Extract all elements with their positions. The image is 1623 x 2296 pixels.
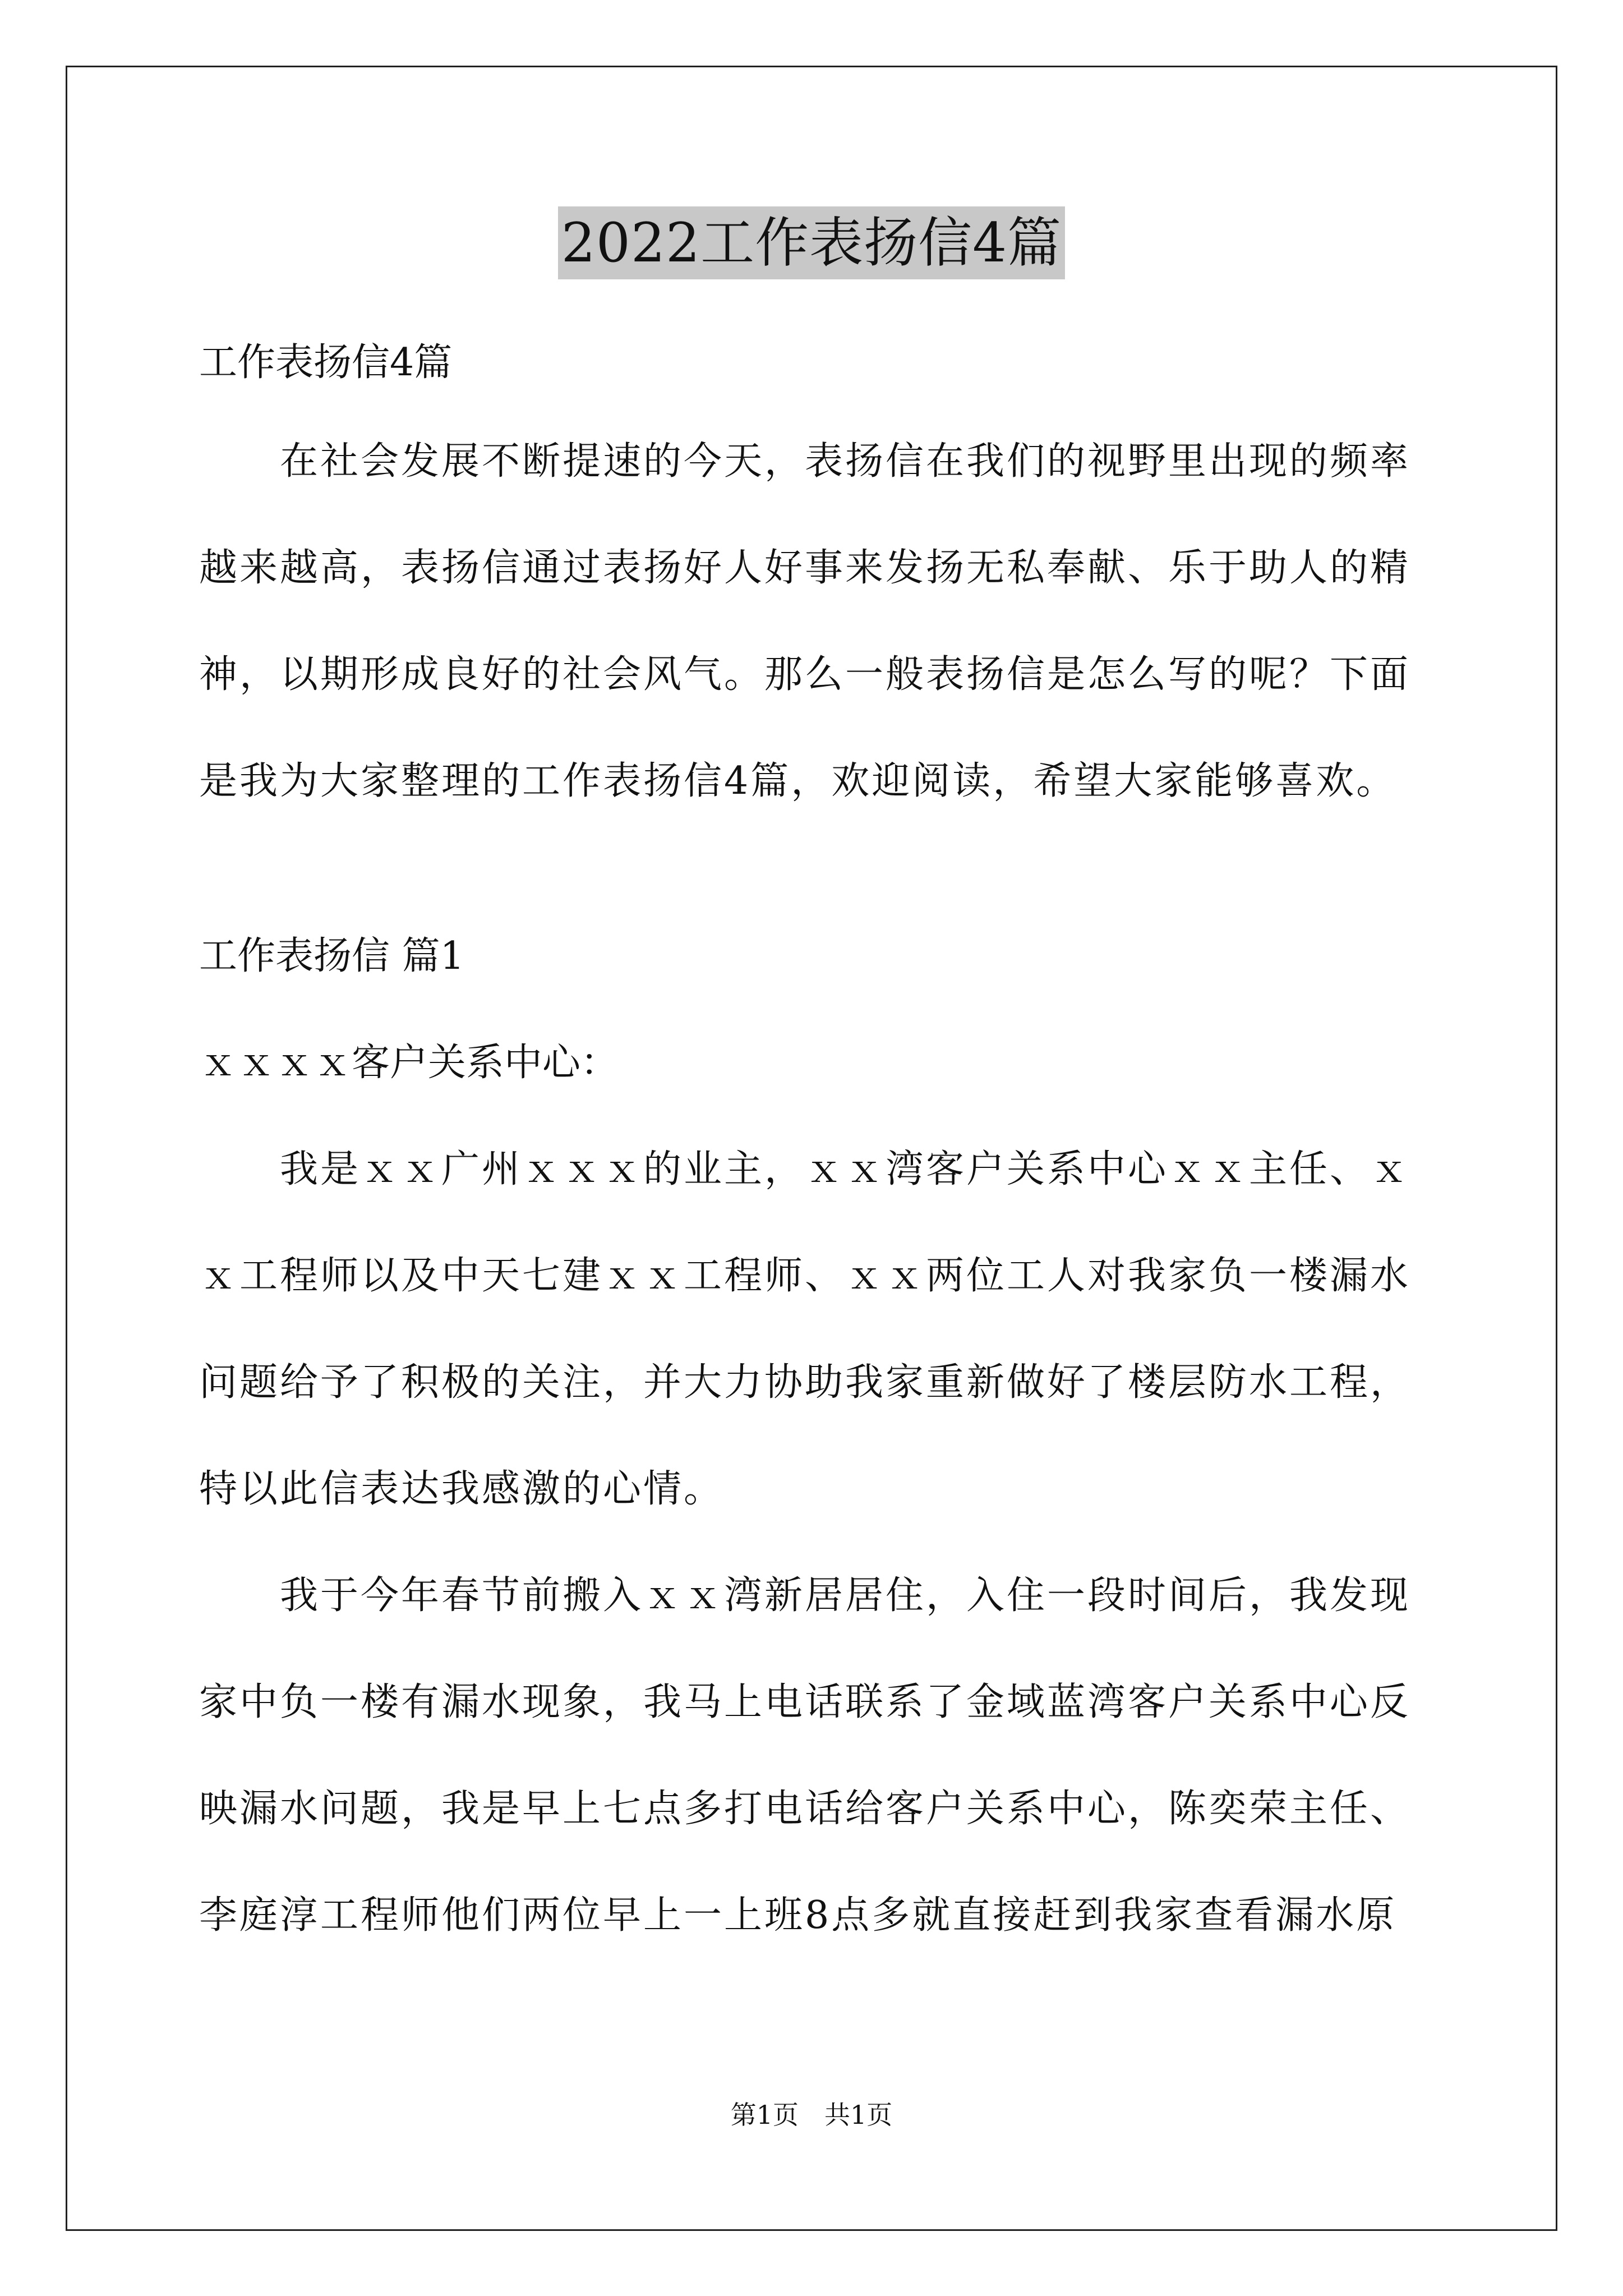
section-heading: 工作表扬信 篇1	[199, 934, 464, 978]
page-footer: 第1页 共1页	[730, 2100, 893, 2130]
title-container	[0, 206, 1623, 279]
document-subtitle: 工作表扬信4篇	[199, 341, 453, 385]
body-paragraph-2: 我于今年春节前搬入ｘｘ湾新居居住，入住一段时间后，我发现家中负一楼有漏水现象，我马上电话联系了金域蓝湾客户关系中心反映漏水问题，我是早上七点多打电话给客户关系中心，陈奕荣主任、李庭淳工程师他们两位早上一上班8点多就直接赶到我家查看漏水原	[199, 1573, 1411, 1938]
document-title: 2022工作表扬信4篇	[558, 206, 1065, 279]
body-paragraph-1: 我是ｘｘ广州ｘｘｘ的业主，ｘｘ湾客户关系中心ｘｘ主任、ｘｘ工程师以及中天七建ｘｘ工程师、ｘｘ两位工人对我家负一楼漏水问题给予了积极的关注，并大力协助我家重新做好了楼层防水工程，特以此信表达我感激的心情。	[199, 1147, 1411, 1511]
salutation: ｘｘｘｘ客户关系中心：	[199, 1041, 619, 1085]
document-body	[199, 314, 1433, 1969]
intro-paragraph: 在社会发展不断提速的今天，表扬信在我们的视野里出现的频率越来越高，表扬信通过表扬好人好事来发扬无私奉献、乐于助人的精神，以期形成良好的社会风气。那么一般表扬信是怎么写的呢？下面是我为大家整理的工作表扬信4篇，欢迎阅读，希望大家能够喜欢。	[199, 439, 1411, 803]
